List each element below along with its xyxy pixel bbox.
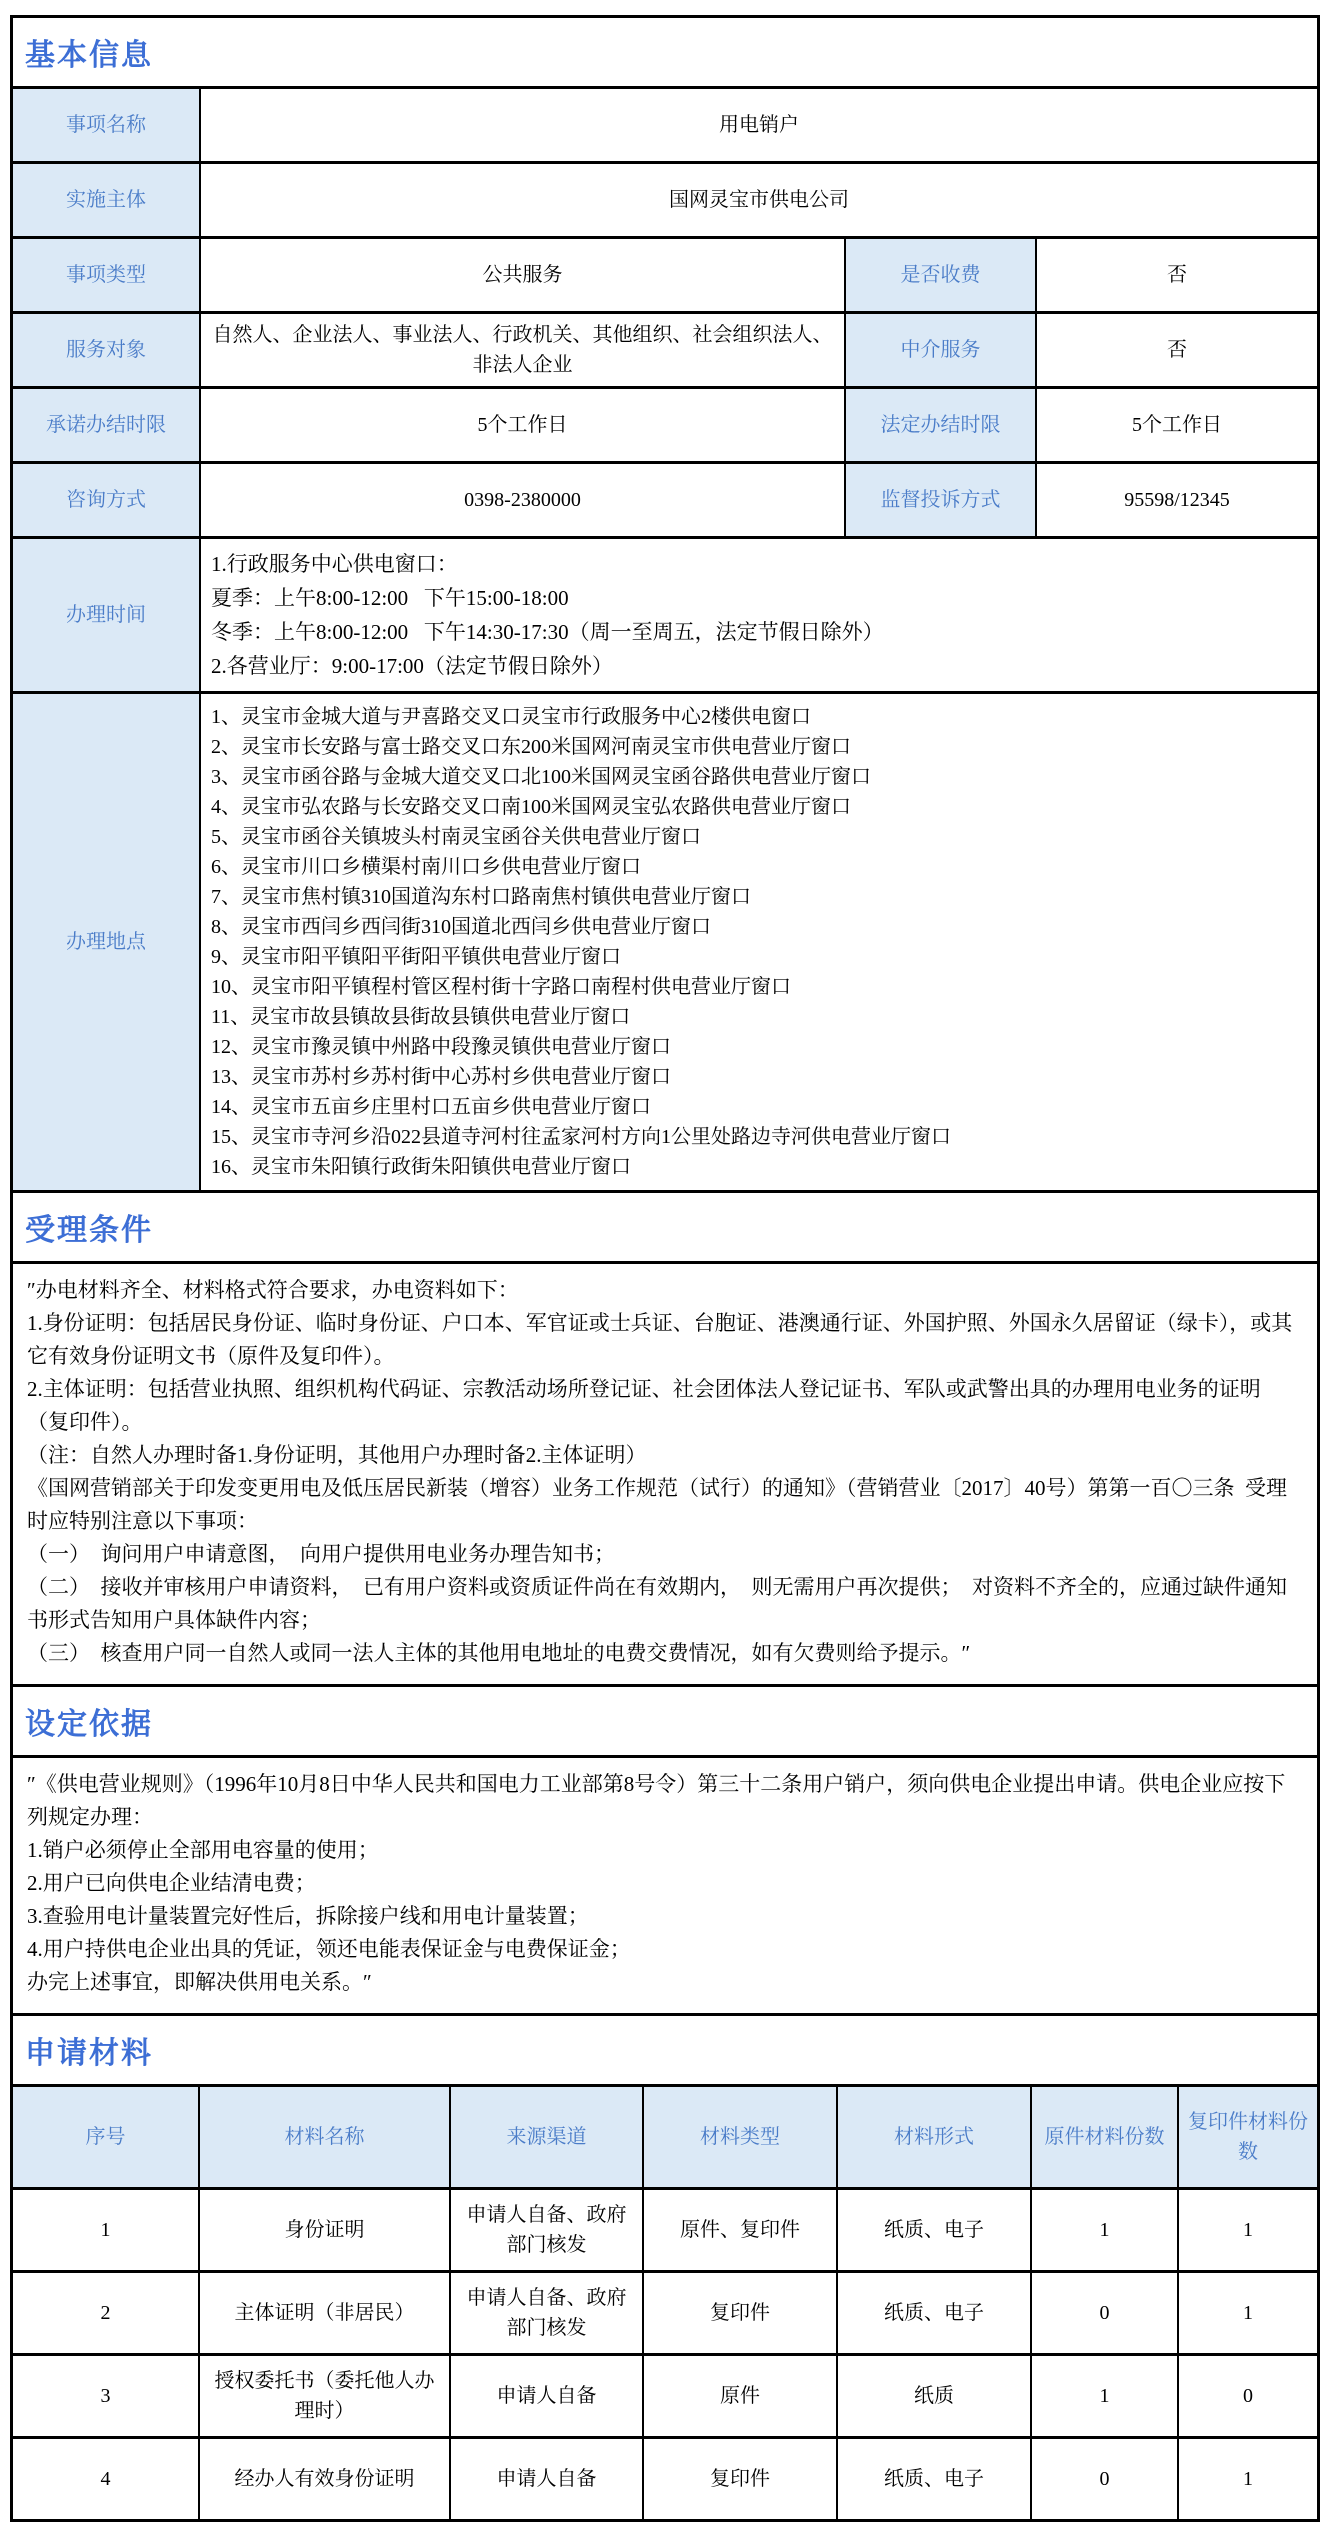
- cell-photocopy-copies: 1: [1177, 2190, 1317, 2270]
- cell-source: 申请人自备、政府部门核发: [449, 2190, 642, 2270]
- cell-source: 申请人自备: [449, 2439, 642, 2519]
- field-value-intermediary: 否: [1035, 314, 1317, 386]
- acceptance-condition-line: 2.主体证明：包括营业执照、组织机构代码证、宗教活动场所登记证、社会团体法人登记证书、军队或武警出具的办理用电业务的证明（复印件）。: [27, 1377, 1261, 1434]
- field-value-fee: 否: [1035, 239, 1317, 311]
- cell-material-name: 经办人有效身份证明: [198, 2439, 449, 2519]
- table-row: [13, 691, 1317, 1190]
- table-row: [13, 86, 1317, 161]
- cell-material-name: 身份证明: [198, 2190, 449, 2270]
- cell-material-form: 纸质、电子: [836, 2439, 1030, 2519]
- acceptance-condition-line: （三） 核查用户同一自然人或同一法人主体的其他用电地址的电费交费情况，如有欠费则给予提示。″: [27, 1641, 971, 1665]
- acceptance-condition-line: 《国网营销部关于印发变更用电及低压居民新装（增容）业务工作规范（试行）的通知》（营销营业〔2017〕40号）第第一百〇三条 受理时应特别注意以下事项：: [27, 1476, 1287, 1533]
- cell-seq: 3: [13, 2356, 198, 2436]
- field-value-complaint-phone: 95598/12345: [1035, 464, 1317, 536]
- materials-table-row: [13, 2436, 1317, 2519]
- acceptance-condition-line: （二） 接收并审核用户申请资料， 已有用户资料或资质证件尚在有效期内， 则无需用户再次提供； 对资料不齐全的，应通过缺件通知书形式告知用户具体缺件内容；: [27, 1575, 1287, 1632]
- field-label-item-name: 事项名称: [13, 89, 199, 161]
- field-value-service-locations: [199, 694, 1317, 1190]
- service-location-line: 9、灵宝市阳平镇阳平街阳平镇供电营业厅窗口: [211, 946, 621, 968]
- column-header-material-form: 材料形式: [836, 2087, 1030, 2187]
- cell-material-form: 纸质: [836, 2356, 1030, 2436]
- field-label-service-target: 服务对象: [13, 314, 199, 386]
- service-info-document: [10, 15, 1320, 2522]
- service-location-line: 12、灵宝市豫灵镇中州路中段豫灵镇供电营业厅窗口: [211, 1036, 671, 1058]
- legal-basis-text: [13, 1755, 1317, 2013]
- service-location-line: 15、灵宝市寺河乡沿022县道寺河村往孟家河村方向1公里处路边寺河供电营业厅窗口: [211, 1126, 951, 1148]
- service-location-line: 11、灵宝市故县镇故县街故县镇供电营业厅窗口: [211, 1006, 631, 1028]
- cell-source: 申请人自备: [449, 2356, 642, 2436]
- field-label-intermediary: 中介服务: [844, 314, 1035, 386]
- legal-basis-line: 2.用户已向供电企业结清电费；: [27, 1871, 316, 1895]
- service-location-line: 10、灵宝市阳平镇程村管区程村街十字路口南程村供电营业厅窗口: [211, 976, 791, 998]
- service-location-line: 2、灵宝市长安路与富士路交叉口东200米国网河南灵宝市供电营业厅窗口: [211, 736, 851, 758]
- service-location-line: 6、灵宝市川口乡横渠村南川口乡供电营业厅窗口: [211, 856, 641, 878]
- table-row: [13, 536, 1317, 691]
- table-row: [13, 161, 1317, 236]
- table-row: [13, 386, 1317, 461]
- legal-basis-line: 办完上述事宜，即解决供用电关系。″: [27, 1970, 372, 1994]
- service-location-line: 4、灵宝市弘农路与长安路交叉口南100米国网灵宝弘农路供电营业厅窗口: [211, 796, 851, 818]
- column-header-source: 来源渠道: [449, 2087, 642, 2187]
- cell-material-name: 授权委托书（委托他人办理时）: [198, 2356, 449, 2436]
- materials-table-row: [13, 2187, 1317, 2270]
- field-value-promised-time: 5个工作日: [199, 389, 844, 461]
- section-title-acceptance-conditions: 受理条件: [13, 1190, 1317, 1261]
- cell-material-type: 原件: [642, 2356, 836, 2436]
- legal-basis-line: 1.销户必须停止全部用电容量的使用；: [27, 1838, 379, 1862]
- service-location-line: 14、灵宝市五亩乡庄里村口五亩乡供电营业厅窗口: [211, 1096, 651, 1118]
- acceptance-condition-line: ″办电材料齐全、材料格式符合要求，办电资料如下：: [27, 1278, 519, 1302]
- field-label-fee: 是否收费: [844, 239, 1035, 311]
- service-location-line: 5、灵宝市函谷关镇坡头村南灵宝函谷关供电营业厅窗口: [211, 826, 701, 848]
- column-header-photocopy-copies: 复印件材料份数: [1177, 2087, 1317, 2187]
- column-header-material-type: 材料类型: [642, 2087, 836, 2187]
- cell-material-form: 纸质、电子: [836, 2273, 1030, 2353]
- service-location-line: 13、灵宝市苏村乡苏村街中心苏村乡供电营业厅窗口: [211, 1066, 671, 1088]
- legal-basis-line: ″《供电营业规则》（1996年10月8日中华人民共和国电力工业部第8号令）第三十二条用户销户，须向供电企业提出申请。供电企业应按下列规定办理：: [27, 1772, 1286, 1829]
- table-row: [13, 311, 1317, 386]
- materials-table-row: [13, 2270, 1317, 2353]
- table-row: [13, 461, 1317, 536]
- service-hours-line: 2.各营业厅：9:00-17:00（法定节假日除外）: [211, 654, 613, 678]
- section-title-basic-info: 基本信息: [13, 18, 1317, 86]
- legal-basis-line: 4.用户持供电企业出具的凭证，领还电能表保证金与电费保证金；: [27, 1937, 631, 1961]
- service-hours-line: 冬季：上午8:00-12:00 下午14:30-17:30（周一至周五，法定节假日除外）: [211, 620, 884, 644]
- section-title-legal-basis: 设定依据: [13, 1684, 1317, 1755]
- cell-material-type: 复印件: [642, 2439, 836, 2519]
- cell-original-copies: 1: [1030, 2190, 1177, 2270]
- field-label-promised-time: 承诺办结时限: [13, 389, 199, 461]
- cell-material-type: 复印件: [642, 2273, 836, 2353]
- legal-basis-line: 3.查验用电计量装置完好性后，拆除接户线和用电计量装置；: [27, 1904, 589, 1928]
- service-hours-line: 1.行政服务中心供电窗口：: [211, 552, 458, 576]
- field-value-service-target: 自然人、企业法人、事业法人、行政机关、其他组织、社会组织法人、非法人企业: [199, 314, 844, 386]
- materials-table-row: [13, 2353, 1317, 2436]
- cell-seq: 1: [13, 2190, 198, 2270]
- cell-material-name: 主体证明（非居民）: [198, 2273, 449, 2353]
- service-location-line: 7、灵宝市焦村镇310国道沟东村口路南焦村镇供电营业厅窗口: [211, 886, 751, 908]
- acceptance-condition-line: 1.身份证明：包括居民身份证、临时身份证、户口本、军官证或士兵证、台胞证、港澳通行证、外国护照、外国永久居留证（绿卡），或其它有效身份证明文书（原件及复印件）。: [27, 1311, 1293, 1368]
- field-label-consult-phone: 咨询方式: [13, 464, 199, 536]
- service-location-line: 1、灵宝市金城大道与尹喜路交叉口灵宝市行政服务中心2楼供电窗口: [211, 706, 811, 728]
- field-label-complaint-phone: 监督投诉方式: [844, 464, 1035, 536]
- cell-original-copies: 1: [1030, 2356, 1177, 2436]
- field-label-service-locations: 办理地点: [13, 694, 199, 1190]
- cell-photocopy-copies: 0: [1177, 2356, 1317, 2436]
- column-header-material-name: 材料名称: [198, 2087, 449, 2187]
- cell-original-copies: 0: [1030, 2273, 1177, 2353]
- field-value-consult-phone: 0398-2380000: [199, 464, 844, 536]
- cell-material-type: 原件、复印件: [642, 2190, 836, 2270]
- field-value-service-hours: [199, 539, 1317, 691]
- service-location-line: 8、灵宝市西闫乡西闫街310国道北西闫乡供电营业厅窗口: [211, 916, 711, 938]
- field-label-statutory-time: 法定办结时限: [844, 389, 1035, 461]
- service-location-line: 3、灵宝市函谷路与金城大道交叉口北100米国网灵宝函谷路供电营业厅窗口: [211, 766, 871, 788]
- service-hours-line: 夏季：上午8:00-12:00 下午15:00-18:00: [211, 586, 569, 610]
- field-label-implementer: 实施主体: [13, 164, 199, 236]
- service-location-line: 16、灵宝市朱阳镇行政街朱阳镇供电营业厅窗口: [211, 1156, 631, 1178]
- field-label-item-type: 事项类型: [13, 239, 199, 311]
- field-label-service-hours: 办理时间: [13, 539, 199, 691]
- acceptance-conditions-text: [13, 1261, 1317, 1684]
- field-value-item-name: 用电销户: [199, 89, 1317, 161]
- acceptance-condition-line: （一） 询问用户申请意图， 向用户提供用电业务办理告知书；: [27, 1542, 615, 1566]
- cell-original-copies: 0: [1030, 2439, 1177, 2519]
- table-row: [13, 236, 1317, 311]
- column-header-seq: 序号: [13, 2087, 198, 2187]
- acceptance-condition-line: （注：自然人办理时备1.身份证明，其他用户办理时备2.主体证明）: [27, 1443, 647, 1467]
- section-title-application-materials: 申请材料: [13, 2013, 1317, 2084]
- cell-seq: 2: [13, 2273, 198, 2353]
- column-header-original-copies: 原件材料份数: [1030, 2087, 1177, 2187]
- cell-source: 申请人自备、政府部门核发: [449, 2273, 642, 2353]
- cell-material-form: 纸质、电子: [836, 2190, 1030, 2270]
- materials-header-row: [13, 2084, 1317, 2187]
- cell-seq: 4: [13, 2439, 198, 2519]
- field-value-item-type: 公共服务: [199, 239, 844, 311]
- cell-photocopy-copies: 1: [1177, 2273, 1317, 2353]
- field-value-implementer: 国网灵宝市供电公司: [199, 164, 1317, 236]
- field-value-statutory-time: 5个工作日: [1035, 389, 1317, 461]
- cell-photocopy-copies: 1: [1177, 2439, 1317, 2519]
